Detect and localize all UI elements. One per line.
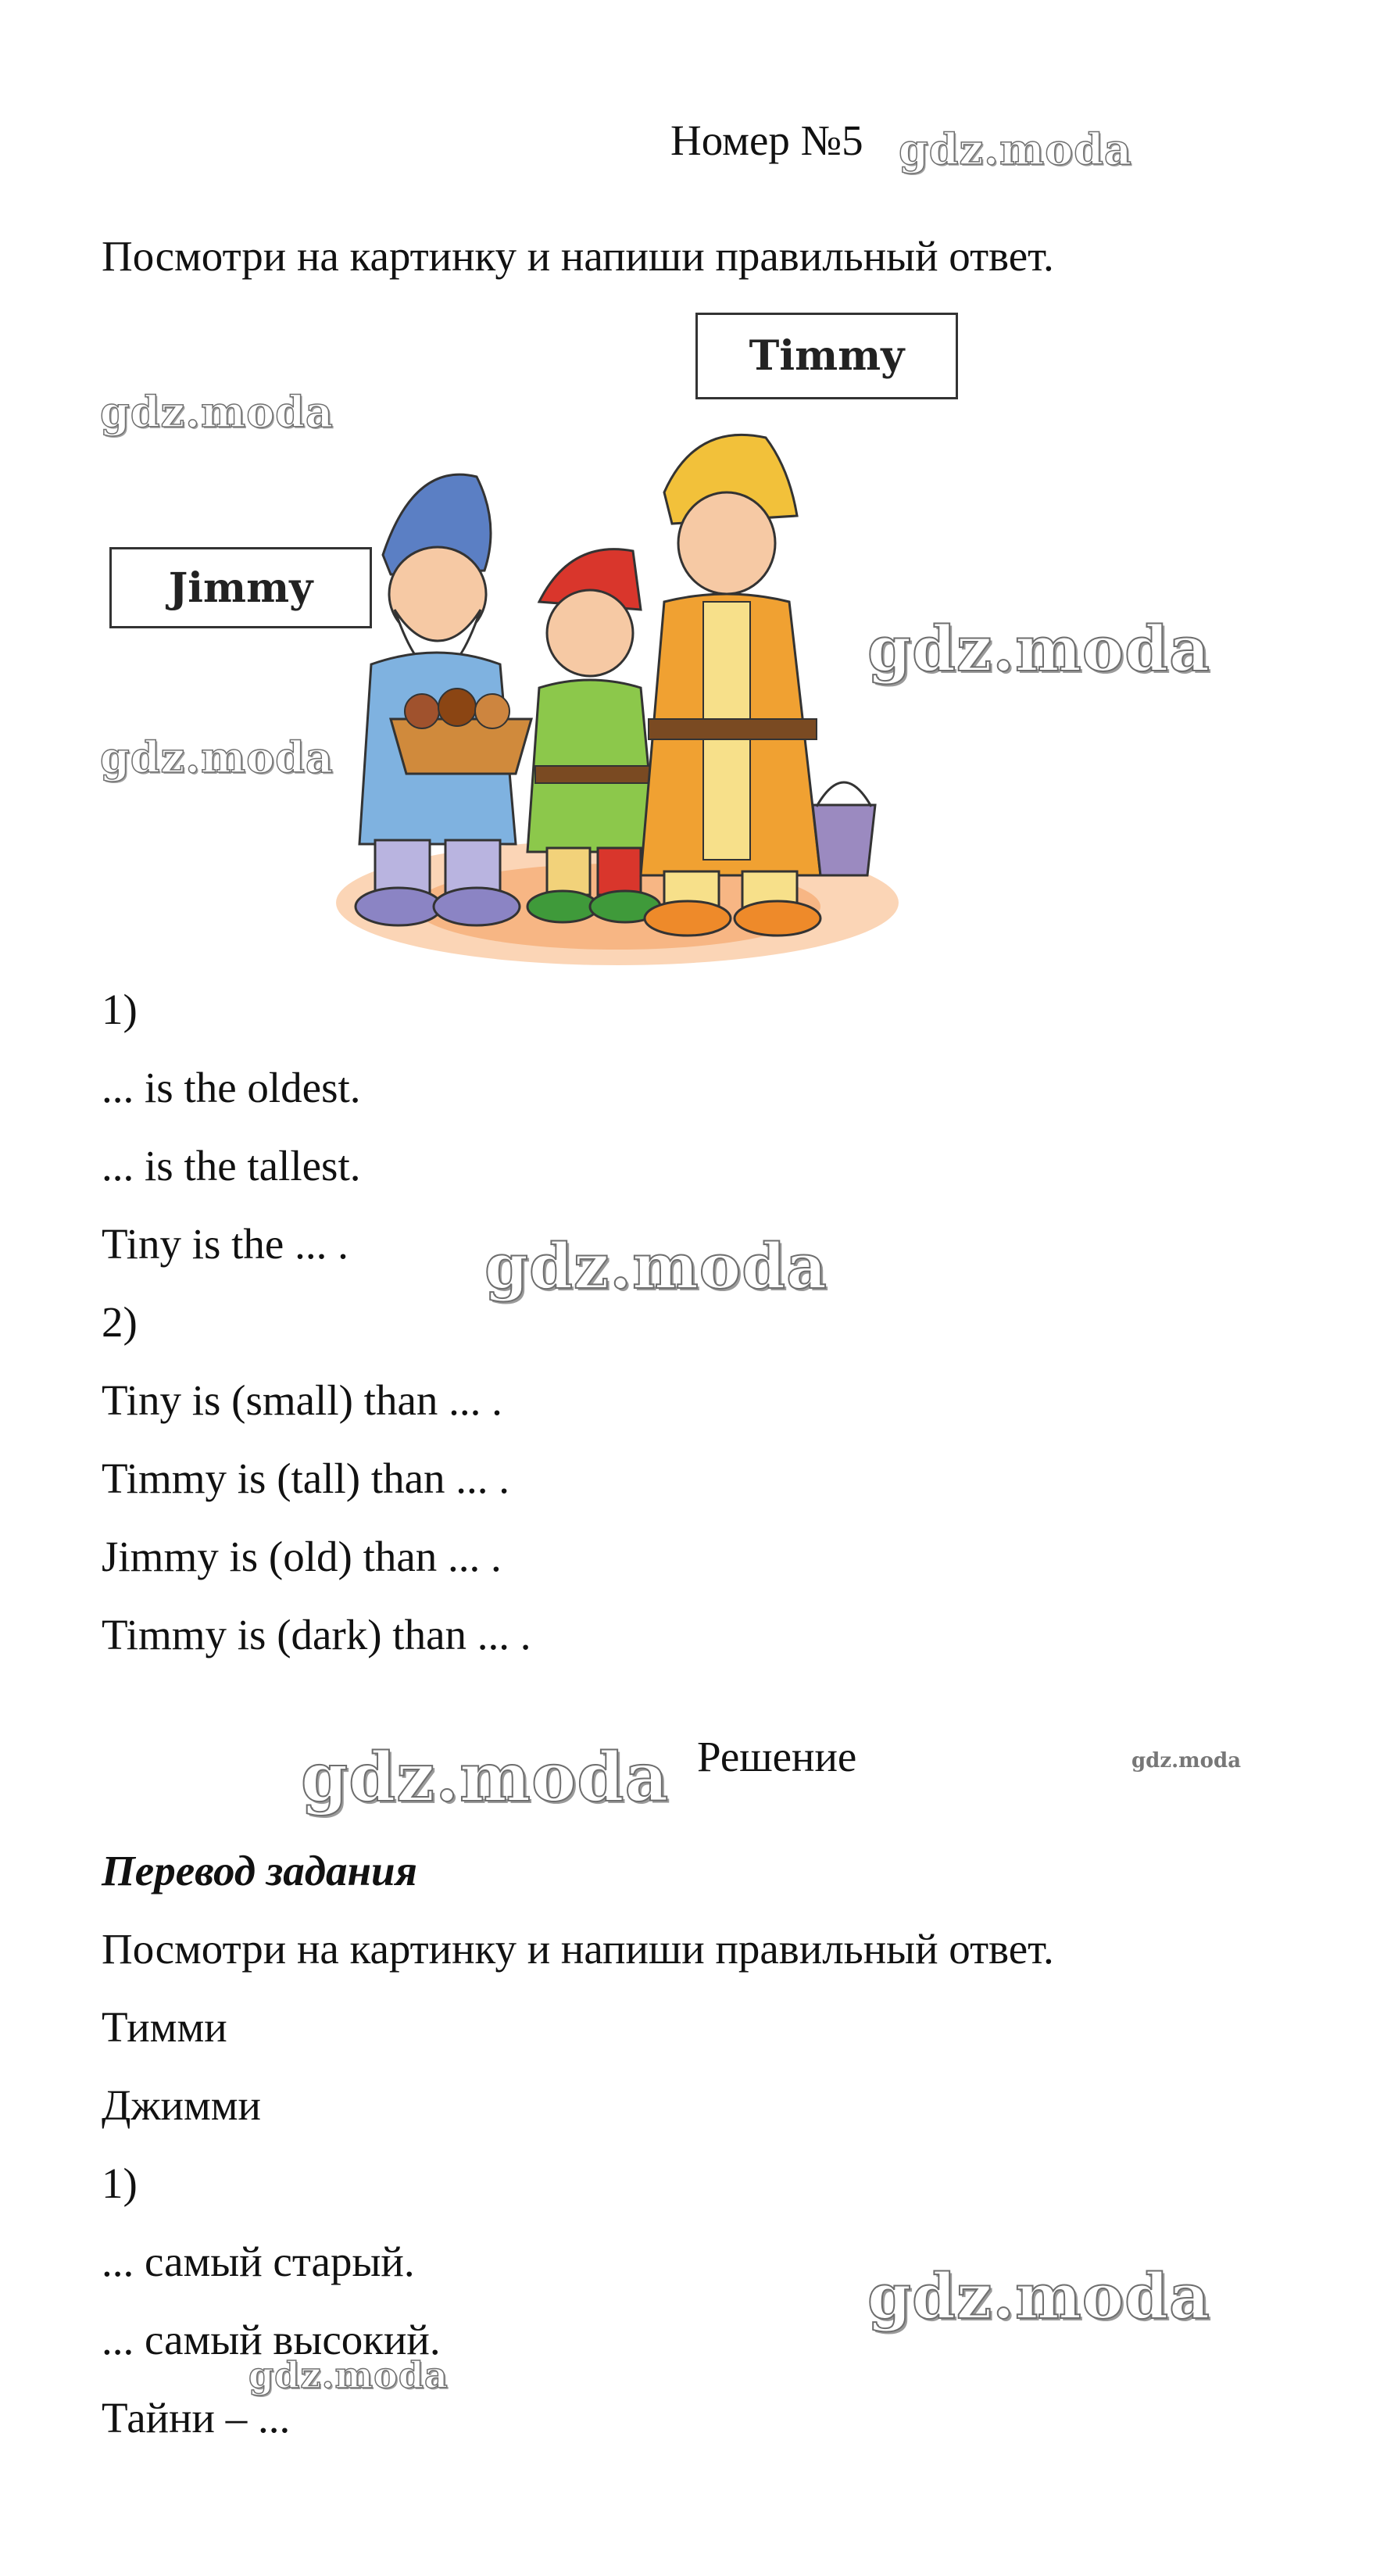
translation-name: Джимми bbox=[102, 2081, 261, 2129]
gnomes-illustration bbox=[328, 406, 922, 969]
part1-line: Tiny is the ... . bbox=[102, 1220, 349, 1268]
translation-instruction: Посмотри на картинку и напиши правильный ответ. bbox=[102, 1925, 1054, 1973]
watermark: gdz.moda bbox=[100, 387, 334, 437]
label-timmy: Timmy bbox=[695, 313, 958, 399]
part2-line: Tiny is (small) than ... . bbox=[102, 1376, 502, 1424]
task-instruction: Посмотри на картинку и напиши правильный ответ. bbox=[102, 232, 1054, 280]
timmy-figure bbox=[641, 435, 875, 936]
part1-line: ... is the oldest. bbox=[102, 1064, 361, 1111]
watermark: gdz.moda bbox=[867, 612, 1210, 685]
watermark: gdz.moda bbox=[1131, 1749, 1242, 1773]
part1-line: ... is the tallest. bbox=[102, 1142, 361, 1190]
watermark: gdz.moda bbox=[867, 2259, 1210, 2333]
watermark: gdz.moda bbox=[301, 1738, 670, 1817]
translation-heading: Перевод задания bbox=[102, 1847, 417, 1894]
part2-line: Timmy is (tall) than ... . bbox=[102, 1454, 510, 1502]
part1-number: 1) bbox=[102, 986, 138, 1033]
translation-part-number: 1) bbox=[102, 2159, 138, 2207]
watermark: gdz.moda bbox=[484, 1229, 828, 1303]
watermark: gdz.moda bbox=[248, 2354, 449, 2396]
task-number: Номер №5 bbox=[670, 116, 863, 164]
label-jimmy: Jimmy bbox=[109, 547, 372, 628]
part2-number: 2) bbox=[102, 1298, 138, 1346]
solution-heading: Решение bbox=[697, 1733, 857, 1780]
translation-name: Тимми bbox=[102, 2003, 227, 2051]
translation-line: ... самый старый. bbox=[102, 2238, 415, 2285]
translation-line: Тайни – ... bbox=[102, 2394, 291, 2442]
watermark: gdz.moda bbox=[100, 732, 334, 782]
part2-line: Jimmy is (old) than ... . bbox=[102, 1533, 502, 1580]
part2-line: Timmy is (dark) than ... . bbox=[102, 1611, 531, 1658]
translation-line: ... самый высокий. bbox=[102, 2316, 441, 2363]
watermark: gdz.moda bbox=[899, 124, 1132, 174]
